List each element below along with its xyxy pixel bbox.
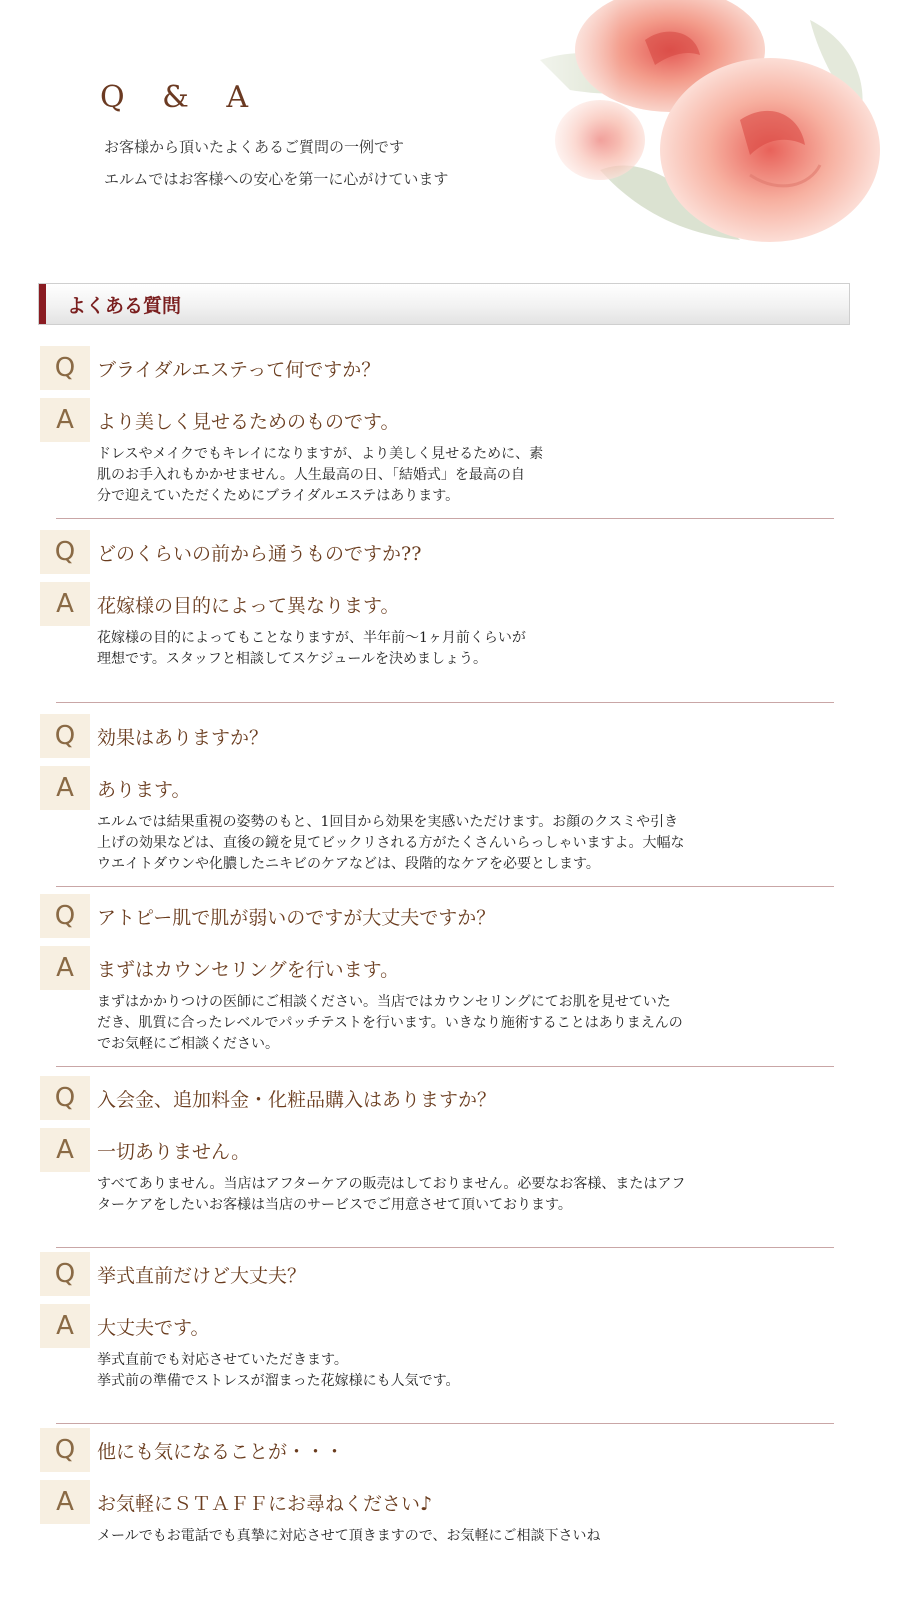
answer-line: 花嫁様の目的によってもことなりますが、半年前〜1ヶ月前くらいが	[97, 630, 526, 646]
faq-item	[40, 894, 840, 1052]
intro-line-2: エルムではお客様への安心を第一に心がけています	[104, 170, 449, 188]
answer-line: ターケアをしたいお客様は当店のサービスでご用意させて頂いております。	[97, 1197, 572, 1213]
a-badge-icon: A	[40, 946, 90, 990]
rose-decoration-image	[480, 0, 880, 258]
faq-answer-headline: あります。	[97, 779, 191, 801]
answer-line: すべてありません。当店はアフターケアの販売はしておりません。必要なお客様、またはアフ	[97, 1176, 686, 1192]
faq-answer-body	[97, 444, 797, 507]
answer-line: 分で迎えていただくためにブライダルエステはあります。	[97, 488, 460, 504]
faq-item	[40, 714, 840, 872]
answer-line: 肌のお手入れもかかせません。人生最高の日、「結婚式」を最高の自	[97, 467, 525, 483]
faq-item	[40, 1076, 840, 1213]
section-heading: よくある質問	[67, 295, 182, 317]
faq-answer-body	[97, 1174, 797, 1216]
faq-question: 入会金、追加料金・化粧品購入はありますか？	[97, 1089, 497, 1111]
q-badge-icon: Q	[40, 1076, 90, 1120]
page-header	[0, 0, 920, 270]
a-badge-icon: A	[40, 766, 90, 810]
faq-answer-headline: 大丈夫です。	[97, 1317, 210, 1339]
q-badge-icon: Q	[40, 530, 90, 574]
answer-line: だき、肌質に合ったレベルでパッチテストを行います。いきなり施術することはありまえんの	[97, 1015, 683, 1031]
divider	[56, 886, 834, 887]
q-badge-icon: Q	[40, 1428, 90, 1472]
faq-answer-body	[97, 628, 797, 670]
faq-question: アトピー肌で肌が弱いのですが大丈夫ですか？	[97, 907, 496, 929]
q-badge-icon: Q	[40, 1252, 90, 1296]
a-badge-icon: A	[40, 1304, 90, 1348]
faq-item	[40, 346, 840, 504]
faq-answer-headline: 花嫁様の目的によって異なります。	[97, 595, 400, 617]
faq-question: 効果はありますか？	[97, 727, 269, 749]
q-badge-icon: Q	[40, 346, 90, 390]
faq-item	[40, 1252, 840, 1389]
a-badge-icon: A	[40, 1480, 90, 1524]
faq-question: 他にも気になることが・・・	[97, 1441, 345, 1463]
answer-line: 上げの効果などは、直後の鏡を見てビックリされる方がたくさんいらっしゃいますよ。大幅な	[97, 835, 685, 851]
answer-line: 挙式直前でも対応させていただきます。	[97, 1352, 348, 1368]
answer-line: ドレスやメイクでもキレイになりますが、より美しく見せるために、素	[97, 446, 544, 462]
divider	[56, 1066, 834, 1067]
faq-answer-headline: より美しく見せるためのものです。	[97, 411, 400, 433]
answer-line: ウエイトダウンや化膿したニキビのケアなどは、段階的なケアを必要とします。	[97, 856, 600, 872]
answer-line: 理想です。スタッフと相談してスケジュールを決めましょう。	[97, 651, 488, 667]
faq-answer-body	[97, 812, 797, 875]
faq-question: どのくらいの前から通うものですか??	[97, 543, 422, 565]
a-badge-icon: A	[40, 398, 90, 442]
answer-line: メールでもお電話でも真摯に対応させて頂きますので、お気軽にご相談下さいね	[97, 1528, 601, 1544]
a-badge-icon: A	[40, 582, 90, 626]
answer-line: エルムでは結果重視の姿勢のもと、1回目から効果を実感いただけます。お顔のクスミや引き	[97, 814, 679, 830]
section-heading-bar	[38, 283, 850, 325]
section-accent-stripe	[39, 284, 46, 324]
faq-answer-headline: お気軽にＳＴＡＦＦにお尋ねください♪	[97, 1493, 433, 1515]
faq-answer-headline: まずはカウンセリングを行います。	[97, 959, 400, 981]
faq-answer-headline: 一切ありません。	[97, 1141, 251, 1163]
answer-line: でお気軽にご相談ください。	[97, 1036, 279, 1052]
faq-answer-body	[97, 992, 797, 1055]
faq-answer-body	[97, 1526, 797, 1547]
page-title: Q & A	[100, 80, 263, 115]
faq-question: 挙式直前だけど大丈夫？	[97, 1265, 307, 1287]
faq-answer-body	[97, 1350, 797, 1392]
faq-item	[40, 530, 840, 667]
divider	[56, 1247, 834, 1248]
intro-line-1: お客様から頂いたよくあるご質問の一例です	[104, 138, 405, 156]
q-badge-icon: Q	[40, 714, 90, 758]
answer-line: まずはかかりつけの医師にご相談ください。当店ではカウンセリングにてお肌を見せていた	[97, 994, 671, 1010]
a-badge-icon: A	[40, 1128, 90, 1172]
faq-item	[40, 1428, 840, 1544]
divider	[56, 702, 834, 703]
answer-line: 挙式前の準備でストレスが溜まった花嫁様にも人気です。	[97, 1373, 460, 1389]
q-badge-icon: Q	[40, 894, 90, 938]
divider	[56, 518, 834, 519]
divider	[56, 1423, 834, 1424]
faq-question: ブライダルエステって何ですか？	[97, 359, 381, 381]
